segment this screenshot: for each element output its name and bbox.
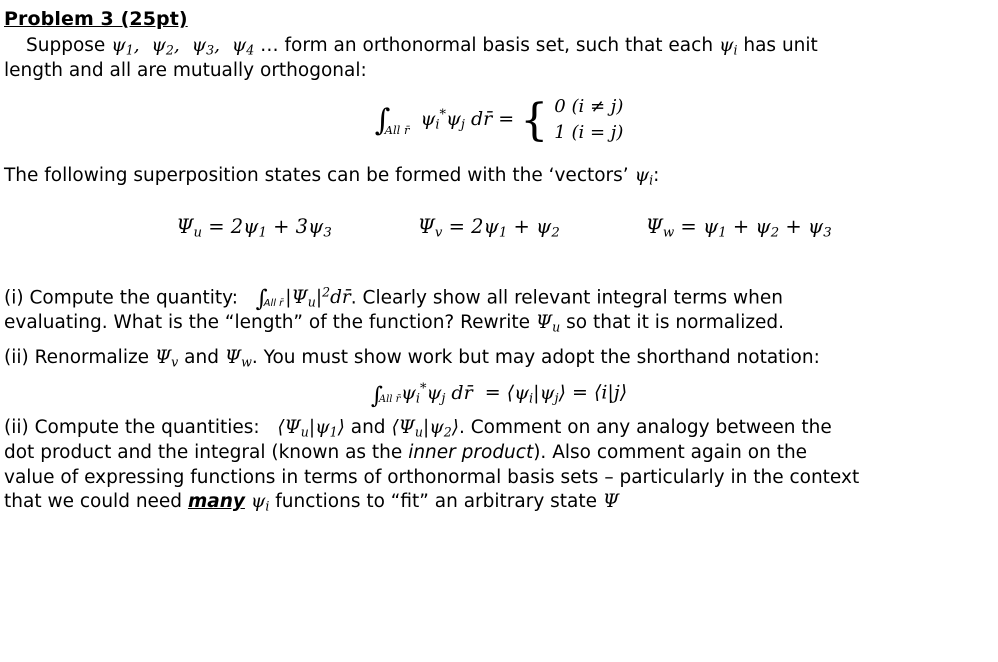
psi-i-ref: $\psi_i$ <box>634 164 654 188</box>
case-bottom: 1 (i = j) <box>554 121 624 143</box>
part-ii-b-paragraph: (ii) Compute the quantities: $⟨\Psi_u|\psi_1⟩$ and $⟨\Psi_u|\psi_2⟩$. Comment on any analogy between the dot product and the integral (known as the inner product). Also comment again on the value of expressing functions in terms of orthonormal basis sets – particularly in the context that we could need many $\psi_i$ functions to “fit” an arbitrary state Ψ <box>4 417 860 514</box>
document-page <box>0 8 998 662</box>
equation-braket <box>0 381 998 409</box>
equation1-equals: = <box>498 107 521 130</box>
psi-3: $\psi_3$, <box>191 35 220 58</box>
part-ii-b-lead: (ii) Compute the quantities: <box>4 417 260 439</box>
part-i-integrand: $|\Psi_u|^2dr̄$ <box>285 284 351 310</box>
psi-i-ref-2: $\psi_i$ <box>250 491 270 514</box>
inner-product-emph: inner product <box>408 442 534 464</box>
part-i-lead: (i) Compute the quantity: <box>4 286 238 308</box>
case-brace: { <box>520 94 549 146</box>
quantity-1: $⟨\Psi_u|\psi_1⟩$ <box>277 417 345 440</box>
intro-text-a: Suppose <box>26 35 112 56</box>
integral-limit-3: All r̄ <box>378 393 401 405</box>
psi-4: $\psi_4$ <box>231 35 255 58</box>
equation1-integrand: $\psi_i^*\psi_j$ dr̄ <box>420 107 493 133</box>
page-title: Problem 3 (25pt) <box>4 8 188 30</box>
integral-limit-2: All r̄ <box>263 297 284 309</box>
braket-equals-1: = <box>478 381 507 404</box>
integral-symbol-1: ∫ All r̄ <box>374 102 410 138</box>
part-i-paragraph: (i) Compute the quantity: ∫ All r̄ $|\Psi_u|^2dr̄$. Clearly show all relevant integral terms when evaluating. What is the “length” of the function? Rewrite $\Psi_u$ so that it is normalized. <box>4 284 785 335</box>
state-psi-w: $\Psi_w = \psi_1 + \psi_2 + \psi_3$ <box>645 214 832 241</box>
many-emph: many <box>187 491 245 513</box>
integral-symbol-3: ∫ All r̄ <box>370 382 401 409</box>
equation-orthonormality <box>0 94 998 146</box>
quantity-2: $⟨\Psi_u|\psi_2⟩$ <box>391 417 459 440</box>
integral-limit-1: All r̄ <box>384 122 410 137</box>
braket-integrand: $\psi_i^*\psi_j$ dr̄ <box>400 381 473 407</box>
psi-u-ref: $\Psi_u$ <box>535 311 561 335</box>
superposition-states <box>0 215 998 241</box>
intro-line2: length and all are mutually orthogonal: <box>4 60 367 82</box>
case-top: 0 (i ≠ j) <box>554 95 624 117</box>
psi-w-ref: $\Psi_w$ <box>224 347 252 370</box>
integral-symbol-2: ∫ All r̄ <box>255 285 284 312</box>
state-psi-v: $\Psi_v = 2\psi_1 + \psi_2$ <box>417 214 560 241</box>
part-i-rest: . Clearly show all relevant integral terms when <box>350 286 783 308</box>
intro-paragraph: Suppose $\psi_1$, $\psi_2$, $\psi_3$, $\psi_4$ … form an orthonormal basis set, such that each $\psi_i$ has unit length and all are mutually orthogonal: <box>4 35 818 82</box>
part-ii-b-line3: value of expressing functions in terms of orthonormal basis sets – particularly in the context <box>4 466 860 488</box>
braket-notation-1: $⟨\psi_i|\psi_j⟩$ <box>506 381 566 407</box>
state-psi-u: $\Psi_u = 2\psi_1 + 3\psi_3$ <box>176 214 332 241</box>
braket-equals-2: = <box>571 381 594 404</box>
psi-i: $\psi_i$ <box>718 35 738 58</box>
psi-2: $\psi_2$, <box>151 35 180 58</box>
part-ii-a-paragraph: (ii) Renormalize $\Psi_v$ and $\Psi_w$. You must show work but may adopt the shorthand notation: <box>4 347 820 370</box>
psi-capital-ref: Ψ <box>602 491 620 513</box>
psi-1: $\psi_1$, <box>111 35 140 58</box>
psi-v-ref: $\Psi_v$ <box>154 347 179 370</box>
superposition-intro: The following superposition states can be formed with the ‘vectors’ $\psi_i$: <box>4 164 660 188</box>
braket-notation-2: ⟨i|j⟩ <box>593 381 628 404</box>
equation1-cases <box>554 94 623 146</box>
